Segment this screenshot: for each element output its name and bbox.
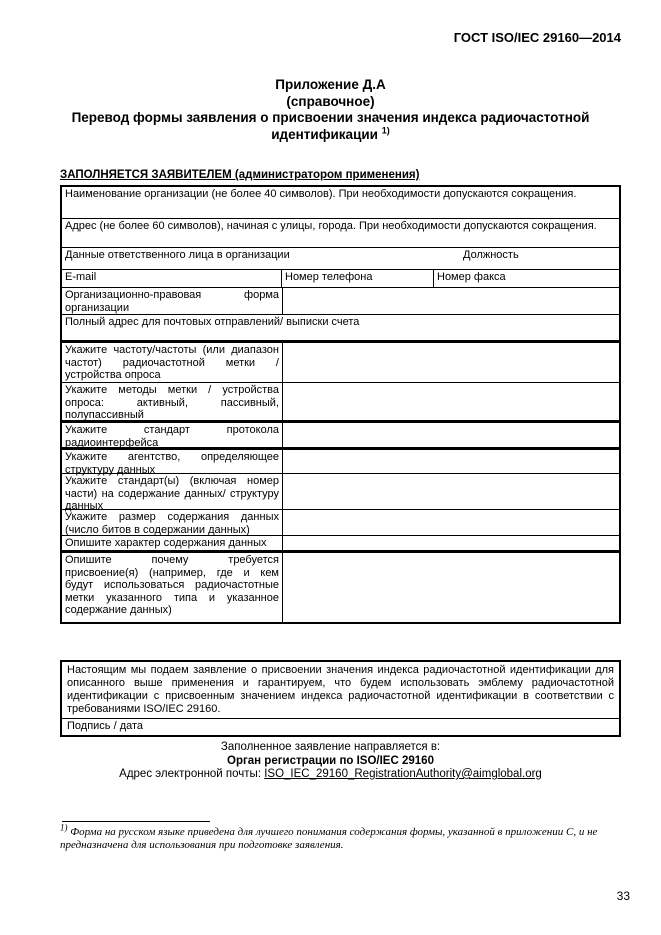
frequency-value-cell [283,343,619,382]
data-content-standards-label: Укажите стандарт(ы) (включая номер части) на содержание данных/ структуру данных [62,474,283,509]
appendix-name-text: Перевод формы заявления о присвоении значения индекса радиочастотной идентификации [71,110,590,142]
data-content-size-value-cell [283,510,619,535]
tag-method-value-cell [283,383,619,420]
legal-form-value-cell [283,288,619,314]
org-name-label: Наименование организации (не более 40 символов). При необходимости допускаются сокращения. [65,188,577,200]
responsible-person-label: Данные ответственного лица в организации [65,249,290,261]
assignment-reason-row [62,550,619,622]
submission-email-line [0,768,661,782]
declaration-text: Настоящим мы подаем заявление о присвоении значения индекса радиочастотной идентификации для описанного выше применения и гарантируем, что будем использовать эмблему радиочастотной идентификации с присвоенным значением индекса радиочастотной идентификации в соответствии с требованиями ISO/IEC 29160. [67,664,614,715]
frequency-label: Укажите частоту/частоты (или диапазон частот) радиочастотной метки /устройства опроса [62,343,283,382]
data-content-standards-value-cell [283,474,619,509]
footnote [60,822,622,852]
appendix-name [58,110,603,143]
appendix-title-block [0,77,661,143]
org-name-row [62,187,619,218]
fax-label: Номер факса [437,271,506,283]
submission-block [0,741,661,782]
submission-intro: Заполненное заявление направляется в: [220,741,441,753]
page-number: 33 [616,889,630,903]
tag-method-label: Укажите методы метки / устройства опроса: активный, пассивный, полупассивный [62,383,283,420]
footnote-text: Форма на русском языке приведена для лучшего понимания содержания формы, указанной в приложении С, и не предназначена для использования при подготовке заявления. [60,826,598,851]
data-structure-agency-value-cell [283,450,619,473]
declaration-box [60,660,621,737]
address-row [62,218,619,247]
appendix-kind: (справочное) [286,93,375,109]
data-content-nature-value-cell [283,536,619,550]
frequency-row [62,340,619,382]
postal-address-row [62,314,619,340]
email-label: E-mail [62,270,282,287]
registration-email-link[interactable]: ISO_IEC_29160_RegistrationAuthority@aimglobal.org [264,768,542,780]
data-content-nature-row [62,535,619,550]
data-content-size-row [62,509,619,535]
email-prefix: Адрес электронной почты: [119,768,265,780]
footnote-reference-marker: 1) [381,125,390,135]
postal-address-label: Полный адрес для почтовых отправлений/ выписки счета [65,316,360,328]
data-content-size-label: Укажите размер содержания данных (число битов в содержании данных) [62,510,283,535]
assignment-reason-value-cell [283,553,619,622]
legal-form-label: Организационно-правовая форма организации [62,288,283,314]
signature-date-row: Подпись / дата [62,718,619,735]
air-interface-protocol-value-cell [283,423,619,447]
address-label: Адрес (не более 60 символов), начиная с улицы, города. При необходимости допускаются сокращения. [65,220,597,232]
form-section-label: ЗАПОЛНЯЕТСЯ ЗАЯВИТЕЛЕМ (администратором применения) [60,169,420,181]
appendix-label: Приложение Д.А [275,77,386,92]
data-content-standards-row [62,473,619,512]
registration-authority-name: Орган регистрации по ISO/IEC 29160 [227,754,434,767]
document-code-header: ГОСТ ISO/IEC 29160—2014 [453,30,621,45]
legal-form-row [62,287,619,314]
data-content-nature-label: Опишите характер содержания данных [62,536,283,550]
footnote-separator-rule [62,821,210,822]
position-label: Должность [463,249,519,261]
assignment-reason-label: Опишите почему требуется присвоение(я) (например, где и кем будут использоваться радиочастотные метки указанного типа и указанное содержание данных) [62,553,283,622]
air-interface-protocol-row [62,420,619,447]
responsible-person-row [62,247,619,269]
data-structure-agency-label: Укажите агентство, определяющее структуру данных [62,450,283,473]
tag-method-row [62,382,619,420]
data-structure-agency-row [62,447,619,476]
footnote-marker: 1) [60,822,68,833]
phone-label: Номер телефона [282,270,434,287]
application-form-table [60,185,621,624]
air-interface-protocol-label: Укажите стандарт протокола радиоинтерфейса [62,423,283,447]
contacts-row [62,269,619,287]
